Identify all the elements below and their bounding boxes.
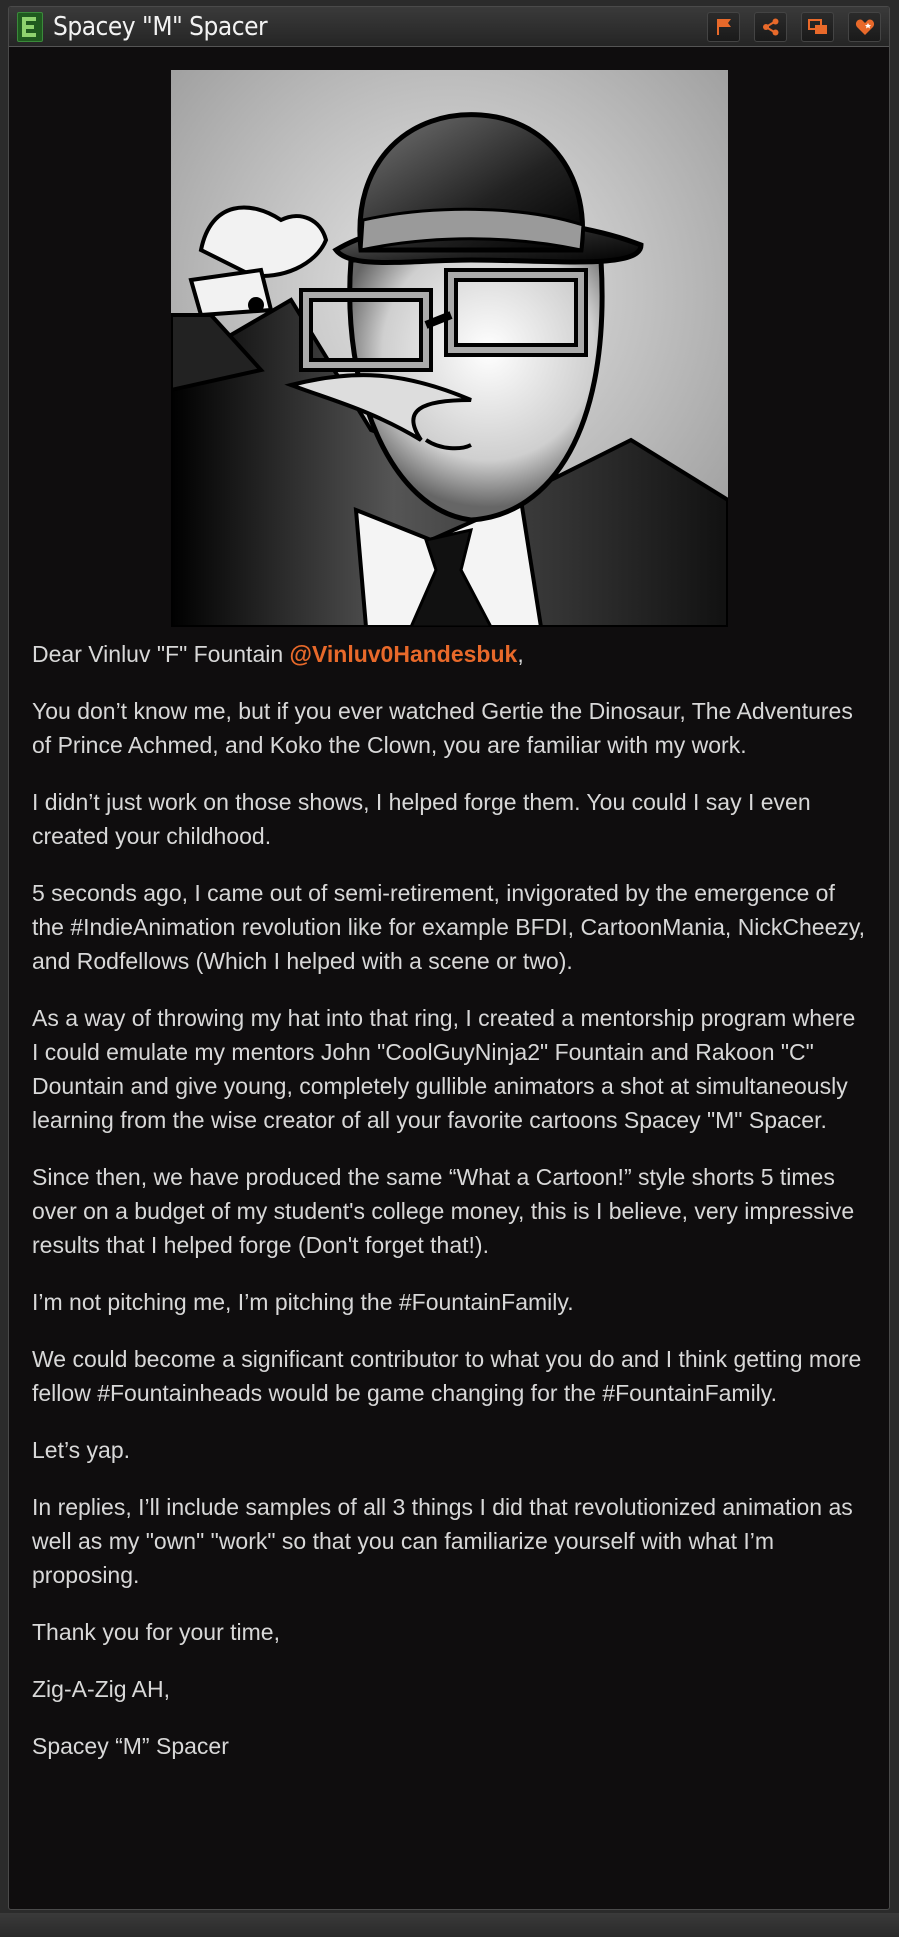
report-button[interactable] xyxy=(707,12,740,42)
paragraph: In replies, I’ll include samples of all 3 things I did that revolutionized animation as well as my "own" "work" so that you can familiarize yourself with what I’m proposing. xyxy=(32,1494,853,1588)
post-actions xyxy=(707,12,881,42)
post-image[interactable] xyxy=(171,70,728,627)
post-title: Spacey "M" Spacer xyxy=(53,11,268,42)
paragraph: As a way of throwing my hat into that ring, I created a mentorship program where I could emulate my mentors John "CoolGuyNinja2" Fountain and Rakoon "C" Dountain and give young, completely gullible animators a shot at simultaneously learning from the wise creator of all your favorite cartoons Spacey "M" Spacer. xyxy=(32,1005,856,1133)
paragraph: You don’t know me, but if you ever watched Gertie the Dinosaur, The Adventures of Prince Achmed, and Koko the Clown, you are familiar with my work. xyxy=(32,698,853,758)
app-logo-icon[interactable] xyxy=(17,12,43,42)
greeting-suffix: , xyxy=(517,641,524,667)
greeting-prefix: Dear Vinluv "F" Fountain xyxy=(32,641,290,667)
reply-button[interactable] xyxy=(801,12,834,42)
paragraph: We could become a significant contributor to what you do and I think getting more fellow #Fountainheads would be game changing for the #FountainFamily. xyxy=(32,1346,862,1406)
paragraph: I’m not pitching me, I’m pitching the #FountainFamily. xyxy=(32,1289,574,1315)
paragraph: Since then, we have produced the same “What a Cartoon!” style shorts 5 times over on a budget of my student's college money, this is I believe, very impressive results that I helped forge (Don't forget that!). xyxy=(32,1164,855,1258)
greeting-line xyxy=(32,637,871,671)
paragraph: 5 seconds ago, I came out of semi-retirement, invigorated by the emergence of the #IndieAnimation revolution like for example BFDI, CartoonMania, NickCheezy, and Rodfellows (Which I helped with a scene or two). xyxy=(32,880,866,974)
favorite-button[interactable] xyxy=(848,12,881,42)
post-message xyxy=(27,637,871,1763)
cartoon-character-illustration xyxy=(171,70,728,627)
heart-icon xyxy=(855,18,875,36)
paragraph: Thank you for your time, xyxy=(32,1619,280,1645)
share-icon xyxy=(762,18,780,36)
flag-icon xyxy=(715,18,733,36)
paragraph: I didn’t just work on those shows, I helped forge them. You could I say I even created your childhood. xyxy=(32,789,811,849)
bottom-scroll-bar[interactable] xyxy=(0,1913,899,1937)
paragraph: Let’s yap. xyxy=(32,1437,131,1463)
chat-icon xyxy=(808,18,828,36)
paragraph: Zig-A-Zig AH, xyxy=(32,1676,171,1702)
share-button[interactable] xyxy=(754,12,787,42)
signature: Spacey “M” Spacer xyxy=(32,1733,229,1759)
post-content xyxy=(9,70,889,1763)
title-bar xyxy=(9,7,889,47)
post-window xyxy=(8,6,890,1910)
user-mention-link[interactable]: @Vinluv0Handesbuk xyxy=(289,641,518,667)
